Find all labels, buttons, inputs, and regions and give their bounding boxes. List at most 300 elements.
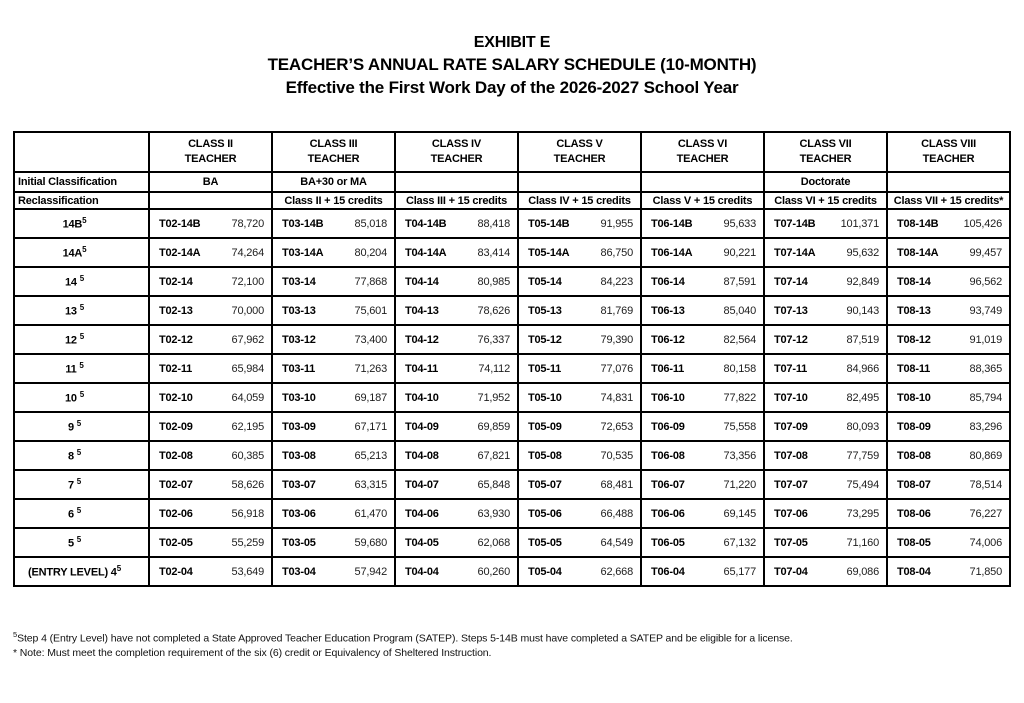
salary-value: 77,868: [354, 275, 387, 288]
salary-value: 72,100: [231, 275, 264, 288]
footnote-sheltered-instruction: [13, 646, 1013, 660]
step-code: T05-14: [528, 275, 562, 288]
salary-value: 70,535: [600, 449, 633, 462]
salary-cell: [764, 325, 887, 354]
step-code: T03-13: [282, 304, 316, 317]
salary-value: 69,859: [477, 420, 510, 433]
salary-cell: [764, 354, 887, 383]
step-code: T07-04: [774, 565, 808, 578]
footnote-marker: 5: [76, 419, 82, 429]
salary-value: 76,337: [477, 333, 510, 346]
salary-value: 101,371: [840, 217, 879, 230]
salary-value: 69,187: [354, 391, 387, 404]
salary-cell: [518, 499, 641, 528]
initial-classification-value: BA: [149, 172, 272, 192]
reclassification-label: Reclassification: [14, 192, 149, 209]
reclassification-value: Class II + 15 credits: [272, 192, 395, 209]
step-label-cell: [14, 354, 149, 383]
column-header-class-vii: [764, 132, 887, 172]
salary-cell: [764, 499, 887, 528]
salary-value: 66,488: [600, 507, 633, 520]
step-code: T04-05: [405, 536, 439, 549]
table-row: [14, 557, 1010, 586]
step-code: T02-05: [159, 536, 193, 549]
step-label-cell: [14, 499, 149, 528]
table-row: [14, 296, 1010, 325]
step-code: T02-09: [159, 420, 193, 433]
step-label: 5: [67, 537, 77, 550]
salary-cell: [641, 209, 764, 238]
salary-value: 74,264: [231, 246, 264, 259]
salary-value: 91,955: [600, 217, 633, 230]
table-row: [14, 209, 1010, 238]
salary-cell: [641, 354, 764, 383]
document-title: [0, 0, 1024, 98]
salary-value: 65,213: [354, 449, 387, 462]
table-row: [14, 499, 1010, 528]
step-code: T04-14: [405, 275, 439, 288]
step-code: T05-10: [528, 391, 562, 404]
step-code: T04-09: [405, 420, 439, 433]
salary-value: 64,059: [231, 391, 264, 404]
salary-value: 65,984: [231, 362, 264, 375]
teacher-label: TEACHER: [553, 153, 606, 165]
step-code: T05-06: [528, 507, 562, 520]
salary-value: 74,831: [600, 391, 633, 404]
footnote-marker: 5: [79, 332, 84, 342]
salary-value: 99,457: [969, 246, 1002, 259]
salary-cell: [518, 383, 641, 412]
step-code: T08-12: [897, 333, 931, 346]
step-label: 10: [65, 392, 80, 405]
step-code: T06-06: [651, 507, 685, 520]
salary-value: 61,470: [354, 507, 387, 520]
step-code: T02-07: [159, 478, 193, 491]
salary-value: 60,385: [231, 449, 264, 462]
salary-cell: [764, 267, 887, 296]
salary-value: 71,263: [354, 362, 387, 375]
initial-classification-value: [518, 172, 641, 192]
step-label: (ENTRY LEVEL) 4: [28, 566, 117, 579]
footnote-satep-text: Step 4 (Entry Level) have not completed a State Approved Teacher Education Program (SATEP). Steps 5-14B must have completed a SATEP and be eligible for a license.: [17, 632, 793, 645]
step-label: 11: [65, 363, 80, 376]
salary-value: 68,481: [600, 478, 633, 491]
salary-cell: [395, 354, 518, 383]
salary-value: 77,822: [723, 391, 756, 404]
teacher-label: TEACHER: [430, 153, 483, 165]
step-code: T06-14A: [651, 246, 693, 259]
table-row: [14, 528, 1010, 557]
salary-value: 90,221: [723, 246, 756, 259]
schedule-title: TEACHER’S ANNUAL RATE SALARY SCHEDULE (10-MONTH): [267, 55, 757, 74]
salary-cell: [518, 267, 641, 296]
salary-cell: [149, 499, 272, 528]
salary-value: 96,562: [969, 275, 1002, 288]
salary-value: 57,942: [354, 565, 387, 578]
salary-cell: [395, 499, 518, 528]
salary-cell: [272, 209, 395, 238]
step-label: 7: [67, 479, 77, 492]
table-row: [14, 325, 1010, 354]
step-code: T05-05: [528, 536, 562, 549]
step-code: T07-14A: [774, 246, 816, 259]
salary-value: 65,177: [723, 565, 756, 578]
step-code: T06-10: [651, 391, 685, 404]
salary-value: 67,132: [723, 536, 756, 549]
salary-cell: [395, 412, 518, 441]
step-label: 14: [65, 276, 80, 289]
step-label-cell: [14, 557, 149, 586]
salary-cell: [641, 267, 764, 296]
salary-cell: [518, 528, 641, 557]
salary-cell: [887, 499, 1010, 528]
salary-cell: [272, 557, 395, 586]
salary-cell: [887, 383, 1010, 412]
step-label-cell: [14, 238, 149, 267]
salary-value: 95,632: [846, 246, 879, 259]
footnotes: [13, 630, 1013, 660]
salary-cell: [149, 267, 272, 296]
reclassification-value: Class IV + 15 credits: [518, 192, 641, 209]
salary-value: 92,849: [846, 275, 879, 288]
salary-cell: [764, 238, 887, 267]
step-code: T06-13: [651, 304, 685, 317]
table-row: [14, 354, 1010, 383]
step-code: T04-08: [405, 449, 439, 462]
salary-cell: [395, 209, 518, 238]
salary-cell: [887, 209, 1010, 238]
footnote-marker: 5: [82, 245, 87, 255]
salary-value: 71,160: [846, 536, 879, 549]
table-row: [14, 441, 1010, 470]
salary-value: 71,952: [477, 391, 510, 404]
step-code: T03-06: [282, 507, 316, 520]
class-name: CLASS VIII: [921, 138, 976, 151]
salary-cell: [518, 412, 641, 441]
step-code: T07-06: [774, 507, 808, 520]
exhibit-heading: EXHIBIT E: [473, 34, 551, 51]
salary-cell: [395, 470, 518, 499]
step-code: T02-11: [159, 362, 193, 375]
step-code: T06-07: [651, 478, 685, 491]
step-code: T02-14B: [159, 217, 201, 230]
salary-cell: [887, 441, 1010, 470]
salary-value: 71,220: [723, 478, 756, 491]
salary-value: 71,850: [969, 565, 1002, 578]
step-code: T08-14: [897, 275, 931, 288]
salary-value: 80,869: [969, 449, 1002, 462]
salary-value: 85,040: [723, 304, 756, 317]
salary-cell: [518, 557, 641, 586]
teacher-label: TEACHER: [799, 153, 852, 165]
step-code: T08-14B: [897, 217, 939, 230]
reclassification-value: Class VII + 15 credits*: [887, 192, 1010, 209]
salary-value: 86,750: [600, 246, 633, 259]
salary-value: 64,549: [600, 536, 633, 549]
salary-cell: [272, 238, 395, 267]
step-code: T08-11: [897, 362, 931, 375]
salary-value: 78,626: [477, 304, 510, 317]
table-row: [14, 267, 1010, 296]
salary-cell: [149, 209, 272, 238]
step-code: T07-10: [774, 391, 808, 404]
salary-cell: [149, 383, 272, 412]
salary-cell: [641, 296, 764, 325]
initial-classification-value: [641, 172, 764, 192]
salary-cell: [887, 528, 1010, 557]
salary-cell: [395, 238, 518, 267]
class-name: CLASS IV: [431, 138, 482, 151]
step-code: T04-13: [405, 304, 439, 317]
step-code: T07-14: [774, 275, 808, 288]
salary-value: 80,985: [477, 275, 510, 288]
table-row: [14, 238, 1010, 267]
salary-cell: [272, 412, 395, 441]
salary-value: 79,390: [600, 333, 633, 346]
reclassification-value: Class VI + 15 credits: [764, 192, 887, 209]
salary-value: 80,093: [846, 420, 879, 433]
step-code: T05-12: [528, 333, 562, 346]
salary-value: 70,000: [231, 304, 264, 317]
salary-value: 84,966: [846, 362, 879, 375]
step-code: T05-13: [528, 304, 562, 317]
step-code: T04-04: [405, 565, 439, 578]
salary-value: 74,006: [969, 536, 1002, 549]
salary-cell: [395, 325, 518, 354]
salary-value: 88,365: [969, 362, 1002, 375]
salary-cell: [887, 354, 1010, 383]
salary-cell: [272, 470, 395, 499]
step-code: T08-05: [897, 536, 931, 549]
salary-cell: [395, 296, 518, 325]
salary-value: 69,086: [846, 565, 879, 578]
salary-cell: [272, 296, 395, 325]
initial-classification-value: [887, 172, 1010, 192]
salary-value: 75,494: [846, 478, 879, 491]
salary-cell: [149, 354, 272, 383]
salary-cell: [764, 441, 887, 470]
salary-value: 78,514: [969, 478, 1002, 491]
reclassification-value: Class V + 15 credits: [641, 192, 764, 209]
salary-value: 56,918: [231, 507, 264, 520]
step-code: T03-11: [282, 362, 316, 375]
salary-cell: [887, 325, 1010, 354]
salary-value: 93,749: [969, 304, 1002, 317]
salary-cell: [149, 296, 272, 325]
salary-value: 69,145: [723, 507, 756, 520]
initial-classification-value: [395, 172, 518, 192]
salary-cell: [272, 499, 395, 528]
class-name: CLASS VII: [799, 138, 852, 151]
salary-value: 83,296: [969, 420, 1002, 433]
column-header-class-ii: [149, 132, 272, 172]
step-code: T08-13: [897, 304, 931, 317]
step-code: T06-12: [651, 333, 685, 346]
salary-schedule-table: [13, 131, 1011, 587]
step-code: T07-08: [774, 449, 808, 462]
step-code: T07-05: [774, 536, 808, 549]
salary-cell: [641, 470, 764, 499]
salary-value: 75,558: [723, 420, 756, 433]
table-row: [14, 383, 1010, 412]
salary-cell: [149, 557, 272, 586]
salary-cell: [641, 238, 764, 267]
salary-value: 63,315: [354, 478, 387, 491]
step-code: T04-10: [405, 391, 439, 404]
salary-value: 73,400: [354, 333, 387, 346]
step-code: T05-08: [528, 449, 562, 462]
step-label-cell: [14, 441, 149, 470]
step-code: T03-14B: [282, 217, 324, 230]
salary-cell: [518, 296, 641, 325]
salary-value: 85,794: [969, 391, 1002, 404]
teacher-label: TEACHER: [676, 153, 729, 165]
step-code: T03-08: [282, 449, 316, 462]
salary-cell: [764, 383, 887, 412]
step-label-cell: [14, 412, 149, 441]
salary-cell: [272, 528, 395, 557]
salary-cell: [887, 296, 1010, 325]
salary-cell: [149, 325, 272, 354]
salary-value: 75,601: [354, 304, 387, 317]
step-code: T07-14B: [774, 217, 816, 230]
salary-value: 55,259: [231, 536, 264, 549]
table-row: [14, 470, 1010, 499]
salary-cell: [395, 267, 518, 296]
step-code: T05-14A: [528, 246, 570, 259]
salary-value: 95,633: [723, 217, 756, 230]
class-name: CLASS III: [309, 138, 358, 151]
step-code: T06-14B: [651, 217, 693, 230]
salary-value: 82,495: [846, 391, 879, 404]
step-label: 13: [65, 305, 80, 318]
salary-value: 77,759: [846, 449, 879, 462]
step-code: T02-14A: [159, 246, 201, 259]
step-code: T04-14A: [405, 246, 447, 259]
step-label: 14A: [62, 247, 83, 260]
step-code: T07-11: [774, 362, 808, 375]
step-code: T02-08: [159, 449, 193, 462]
step-code: T07-12: [774, 333, 808, 346]
class-name: CLASS V: [556, 138, 603, 151]
step-code: T04-07: [405, 478, 439, 491]
step-code: T05-07: [528, 478, 562, 491]
step-label: 14B: [62, 218, 83, 231]
salary-value: 59,680: [354, 536, 387, 549]
step-code: T05-09: [528, 420, 562, 433]
salary-cell: [641, 441, 764, 470]
step-code: T03-09: [282, 420, 316, 433]
salary-cell: [641, 325, 764, 354]
reclassification-row: [14, 192, 1010, 209]
step-label: 8: [67, 450, 77, 463]
teacher-label: TEACHER: [184, 153, 237, 165]
salary-value: 65,848: [477, 478, 510, 491]
class-name: CLASS II: [188, 138, 233, 151]
salary-cell: [149, 238, 272, 267]
salary-cell: [395, 528, 518, 557]
salary-cell: [395, 557, 518, 586]
effective-date-subtitle: Effective the First Work Day of the 2026-2027 School Year: [285, 78, 739, 97]
salary-value: 76,227: [969, 507, 1002, 520]
step-label-cell: [14, 267, 149, 296]
footnote-marker: 5: [116, 564, 121, 574]
footnote-marker: 5: [76, 477, 82, 487]
salary-value: 82,564: [723, 333, 756, 346]
step-code: T04-14B: [405, 217, 447, 230]
salary-value: 91,019: [969, 333, 1002, 346]
step-label-cell: [14, 470, 149, 499]
step-label-cell: [14, 325, 149, 354]
salary-value: 73,295: [846, 507, 879, 520]
salary-value: 80,204: [354, 246, 387, 259]
step-code: T03-12: [282, 333, 316, 346]
step-code: T08-08: [897, 449, 931, 462]
footnote-marker: 5: [76, 535, 82, 545]
step-code: T02-10: [159, 391, 193, 404]
salary-cell: [764, 470, 887, 499]
step-code: T08-10: [897, 391, 931, 404]
salary-value: 105,426: [963, 217, 1002, 230]
teacher-label: TEACHER: [307, 153, 360, 165]
step-code: T06-04: [651, 565, 685, 578]
step-code: T08-06: [897, 507, 931, 520]
salary-cell: [518, 238, 641, 267]
salary-cell: [641, 528, 764, 557]
salary-value: 88,418: [477, 217, 510, 230]
salary-cell: [764, 209, 887, 238]
step-label: 12: [65, 334, 80, 347]
step-code: T03-04: [282, 565, 316, 578]
salary-cell: [518, 354, 641, 383]
step-label-cell: [14, 296, 149, 325]
salary-cell: [272, 383, 395, 412]
salary-value: 60,260: [477, 565, 510, 578]
step-code: T03-05: [282, 536, 316, 549]
column-header-class-viii: [887, 132, 1010, 172]
initial-classification-value: Doctorate: [764, 172, 887, 192]
step-code: T02-14: [159, 275, 193, 288]
step-code: T06-09: [651, 420, 685, 433]
step-code: T03-14A: [282, 246, 324, 259]
step-code: T03-14: [282, 275, 316, 288]
salary-cell: [149, 412, 272, 441]
step-code: T08-14A: [897, 246, 939, 259]
step-code: T08-04: [897, 565, 931, 578]
corner-cell: [14, 132, 149, 172]
step-code: T02-04: [159, 565, 193, 578]
step-code: T03-07: [282, 478, 316, 491]
salary-cell: [887, 557, 1010, 586]
salary-cell: [518, 441, 641, 470]
step-code: T05-11: [528, 362, 562, 375]
footnote-satep: [13, 630, 1013, 646]
footnote-marker: 5: [76, 506, 82, 516]
salary-cell: [641, 557, 764, 586]
footnote-sheltered-instruction-text: * Note: Must meet the completion requirement of the six (6) credit or Equivalency of Sheltered Instruction.: [13, 646, 492, 659]
footnote-marker: 5: [82, 216, 87, 226]
reclassification-value: [149, 192, 272, 209]
salary-value: 80,158: [723, 362, 756, 375]
salary-value: 67,171: [354, 420, 387, 433]
step-code: T04-11: [405, 362, 439, 375]
teacher-label: TEACHER: [922, 153, 975, 165]
salary-cell: [887, 267, 1010, 296]
step-label-cell: [14, 383, 149, 412]
step-code: T04-06: [405, 507, 439, 520]
salary-cell: [518, 325, 641, 354]
salary-value: 67,962: [231, 333, 264, 346]
